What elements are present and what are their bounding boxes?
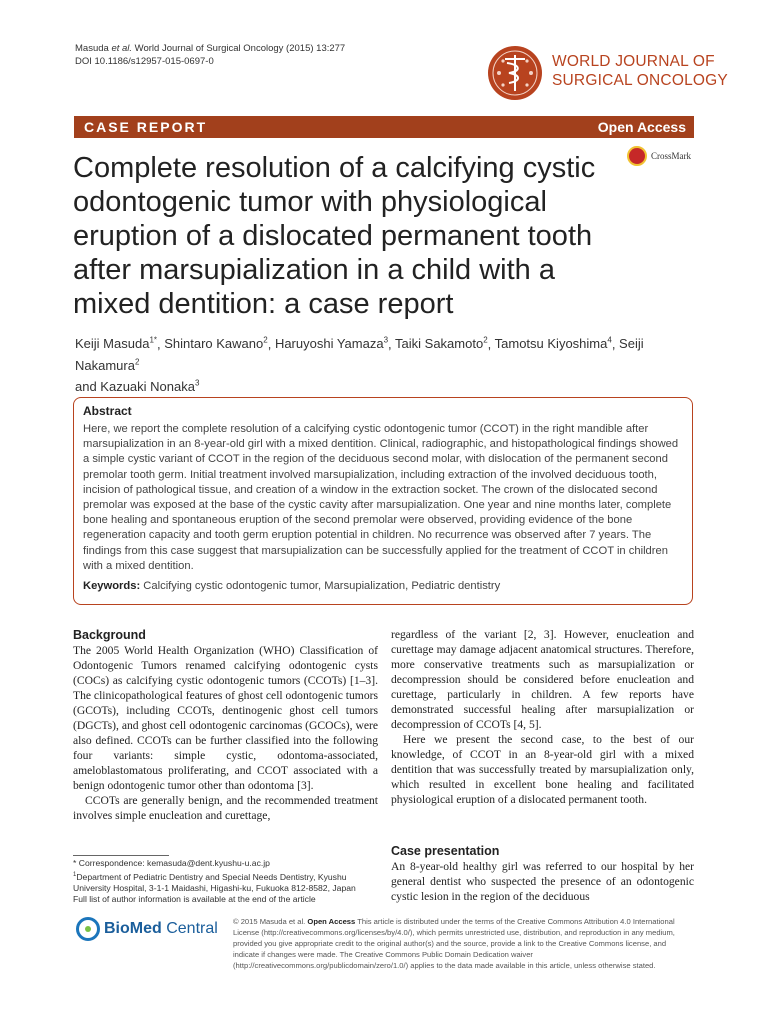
crossmark-badge[interactable] xyxy=(627,146,691,166)
abstract-text: Here, we report the complete resolution of a calcifying cystic odontogenic tumor (CCOT) in the right mandible after marsupialization in an 8-year-old girl with a mixed dentition. Clinical, radiographic, and histopathological findings showed a simple cystic variant of CCOT in the region of the deciduous second molar, with dislocation of the permanent second premolar tooth germ. Initial treatment involved marsupialization, including extraction of the involved deciduous tooth, incision of pathological tissue, and creation of a window in the extraction socket. The crown of the dislocated second premolar was exposed at the base of the cystic cavity after marsupialization. One year and nine months later, complete bone healing and spontaneous eruption of the second premolar were observed, providing evidence of the bone regeneration capacity and tooth germ eruption potential in children. No recurrence was observed after 7 years. The findings from this case suggest that marsupialization can be successfully applied for the treatment of CCOT in children with a mixed dentition. xyxy=(83,423,679,572)
correspondence[interactable]: * Correspondence: kemasuda@dent.kyushu-u.ac.jp xyxy=(73,858,270,868)
case-presentation-heading: Case presentation xyxy=(391,844,500,858)
open-access-label: Open Access xyxy=(597,119,686,135)
author[interactable]: Tamotsu Kiyoshima$^4$ xyxy=(494,336,612,352)
publisher-logo[interactable] xyxy=(76,917,218,941)
journal-emblem-icon xyxy=(487,45,543,101)
citation-authors: Masuda xyxy=(75,43,112,54)
keywords-label: Keywords: xyxy=(83,580,141,593)
author[interactable]: Shintaro Kawano$^2$ xyxy=(164,336,268,352)
article-type-label: CASE REPORT xyxy=(84,119,208,135)
journal-name-line1: WORLD JOURNAL OF xyxy=(552,53,715,70)
crossmark-icon xyxy=(627,146,647,166)
case-presentation-paragraph-1: An 8-year-old healthy girl was referred to our hospital by her general dentist who suspected the presence of an odontogenic cystic lesion in the region of the deciduous xyxy=(391,860,694,903)
author[interactable]: and Kazuaki Nonaka$^3$ xyxy=(75,378,200,394)
article-title: Complete resolution of a calcifying cystic odontogenic tumor with physiological eruption of a dislocated permanent tooth after marsupialization in a child with a mixed dentition: a case report xyxy=(73,152,596,320)
citation-header xyxy=(75,42,345,68)
background-paragraph-4: Here we present the second case, to the best of our knowledge, of CCOT in an 8-year-old girl with a mixed dentition that was successfully treated by marsupialization only, which resulted in excellent bone healing and facilitated physiological eruption of a dislocated permanent tooth. xyxy=(391,733,694,806)
affiliation: $^1$Department of Pediatric Dentistry and Special Needs Dentistry, Kyushu University Hospital, 3-1-1 Maidashi, Higashi-ku, Fukuoka 812-8582, Japan xyxy=(73,871,356,893)
background-paragraph-3: regardless of the variant [2, 3]. However, enucleation and curettage may damage adjacent anatomical structures. Therefore, more conservative treatments such as marsupialization or decompression should be considered before enucleation and curettage, particularly in children. A few reports have demonstrated successful healing after marsupialization or decompression of CCOTs [4, 5]. xyxy=(391,628,694,731)
footnote-divider xyxy=(73,855,169,856)
publisher-name: BioMed Central xyxy=(104,920,218,937)
background-paragraph-1: The 2005 World Health Organization (WHO) Classification of Odontogenic Tumors renamed calcifying odontogenic cysts (COCs) as calcifying cystic odontogenic tumors (CCOTs) [1–3]. The clinicopathological features of ghost cell odontogenic tumors (GCOTs), including CCOTs, dentinogenic ghost cell tumors (DGCTs), and ghost cell odontogenic carcinomas (GCOCs), were also defined. CCOTs can be further classified into the following four variants: simple cystic, odontoma-associated, ameloblastomatous proliferating, and CCOT associated with a benign odontogenic tumor other than odontoma [3]. xyxy=(73,644,378,792)
citation-etal: et al. xyxy=(111,43,133,54)
column-right xyxy=(391,627,694,807)
article-type-banner xyxy=(74,116,694,138)
footnotes xyxy=(73,858,373,906)
author[interactable]: Keiji Masuda$^{1*}$ xyxy=(75,336,157,352)
full-author-info-note: Full list of author information is available at the end of the article xyxy=(73,894,316,905)
background-heading: Background xyxy=(73,628,146,642)
citation-doi[interactable]: DOI 10.1186/s12957-015-0697-0 xyxy=(75,56,214,67)
crossmark-label: CrossMark xyxy=(651,151,691,161)
citation-volume: (2015) 13:277 xyxy=(283,43,346,54)
author-list: Keiji Masuda$^{1*}$, Shintaro Kawano$^2$, Haruyoshi Yamaza$^3$, Taiki Sakamoto$^2$, Tamotsu Kiyoshima$^4$, Seiji Nakamura$^2$ and Kazuaki Nonaka$^3$ xyxy=(75,336,644,394)
citation-journal: World Journal of Surgical Oncology xyxy=(132,43,284,54)
license-open-access: Open Access xyxy=(307,917,356,926)
author[interactable]: Seiji Nakamura$^2$ xyxy=(75,336,644,373)
keywords xyxy=(83,579,683,594)
author[interactable]: Haruyoshi Yamaza$^3$ xyxy=(274,336,389,352)
license-text: © 2015 Masuda et al. Open Access This article is distributed under the terms of the Creative Commons Attribution 4.0 International License (http://creativecommons.org/licenses/by/4.0/), which permits unrestricted use, distribution, and reproduction in any medium, provided you give appropriate credit to the original author(s) and the source, provide a link to the Creative Commons license, and indicate if changes were made. The Creative Commons Public Domain Dedication waiver (http://creativecommons.org/publicdomain/zero/1.0/) applies to the data made available in this article, unless otherwise stated. xyxy=(233,917,675,970)
author[interactable]: Taiki Sakamoto$^2$ xyxy=(395,336,488,352)
journal-name-line2: SURGICAL ONCOLOGY xyxy=(552,72,728,89)
abstract-heading: Abstract xyxy=(83,404,132,418)
column-left xyxy=(73,627,378,823)
case-presentation xyxy=(391,843,694,904)
background-paragraph-2: CCOTs are generally benign, and the recommended treatment involves simple enucleation and curettage, xyxy=(73,794,378,822)
abstract-box xyxy=(73,397,693,605)
journal-name xyxy=(552,52,728,90)
biomed-central-logo-icon xyxy=(76,917,100,941)
keywords-list: Calcifying cystic odontogenic tumor, Marsupialization, Pediatric dentistry xyxy=(140,580,501,593)
